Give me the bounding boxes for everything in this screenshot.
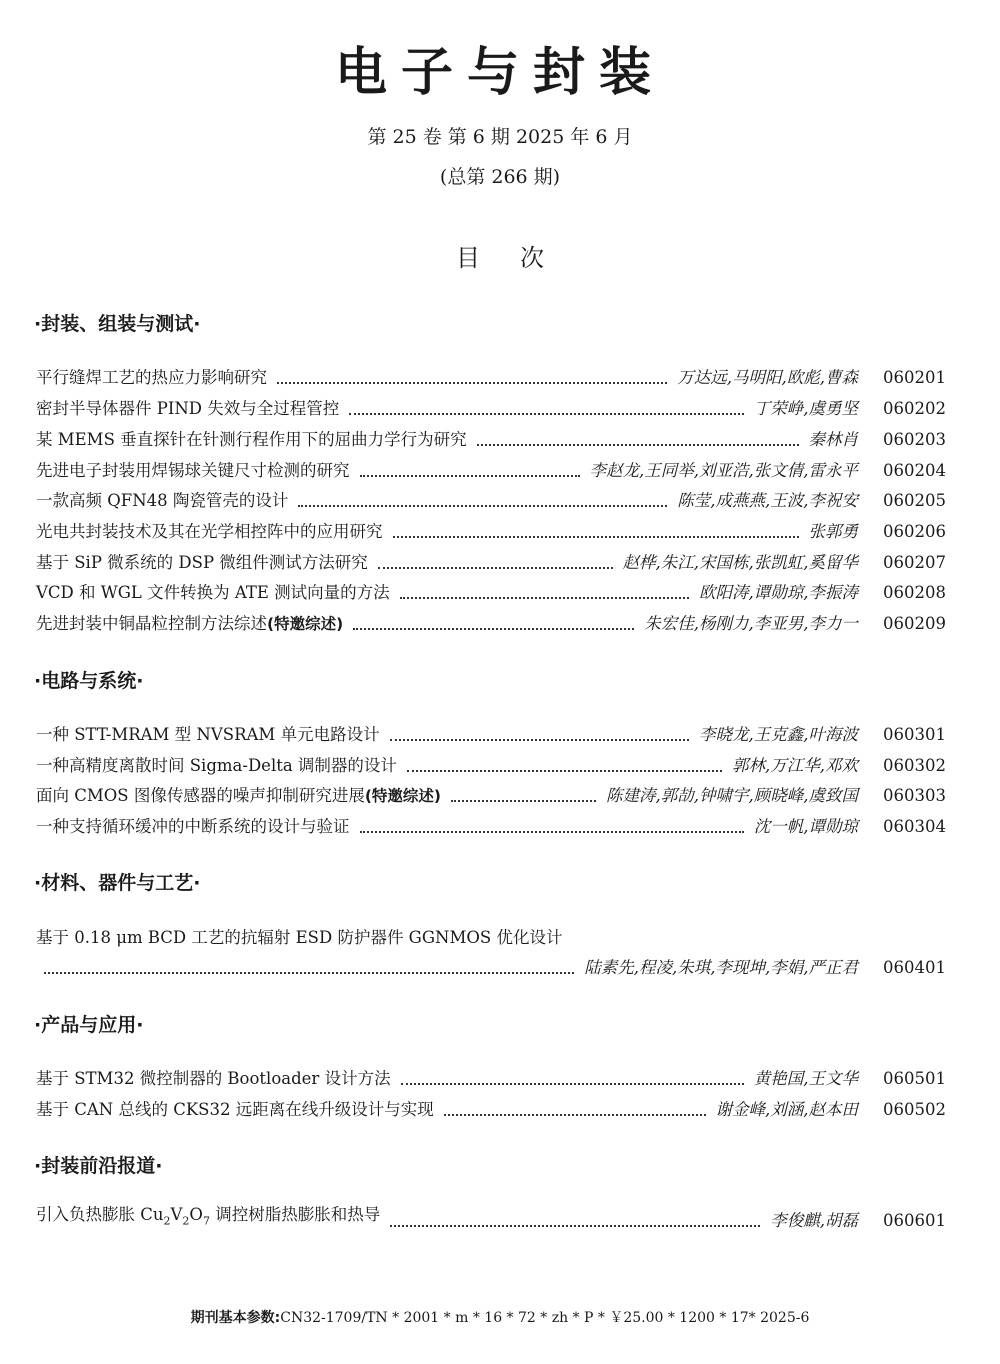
entry-authors: 张郭勇 [808,522,858,541]
contents-title: 目次 [456,244,584,272]
toc-entry[interactable] [36,815,946,839]
dot-leader [477,444,799,446]
entry-authors: 李俊麒,胡磊 [770,1211,858,1230]
entry-code: 060208 [883,583,946,602]
toc-entry[interactable] [36,581,946,605]
toc-entry[interactable] [36,1067,946,1091]
entry-code: 060502 [883,1100,946,1119]
journal-parameters [0,1308,1000,1328]
entry-code: 060202 [883,399,946,418]
dot-leader [400,597,689,599]
section-heading: ·封装、组装与测试· [34,313,201,335]
entry-authors: 欧阳涛,谭勋琼,李振涛 [699,583,858,602]
entry-title: 一款高频 QFN48 陶瓷管壳的设计 [36,491,289,510]
entry-code: 060203 [883,430,946,449]
dot-leader [401,1083,744,1085]
section-heading: ·封装前沿报道· [34,1155,163,1177]
entry-title: 面向 CMOS 图像传感器的噪声抑制研究进展(特邀综述) [36,786,442,805]
entry-code: 060205 [883,491,946,510]
entry-code: 060301 [883,725,946,744]
parameters-value: CN32-1709/TN * 2001 * m * 16 * 72 * zh * P * ￥25.00 * 1200 * 17* 2025-6 [280,1310,810,1326]
entry-title: 密封半导体器件 PIND 失效与全过程管控 [36,399,340,418]
entry-title: 一种 STT-MRAM 型 NVSRAM 单元电路设计 [36,725,380,744]
entry-code: 060303 [883,786,946,805]
entry-title[interactable]: 基于 0.18 μm BCD 工艺的抗辐射 ESD 防护器件 GGNMOS 优化设计 [36,928,563,947]
entry-authors: 沈一帆,谭勋琼 [753,817,858,836]
toc-entry[interactable] [36,428,946,452]
dot-leader [360,475,580,477]
dot-leader [353,628,634,630]
entry-title: 基于 CAN 总线的 CKS32 远距离在线升级设计与实现 [36,1100,434,1119]
entry-code: 060302 [883,756,946,775]
entry-title: 引入负热膨胀 $Cu_2V_2O_7$ 调控树脂热膨胀和热导 [36,1204,381,1227]
total-issue: (总第 266 期) [439,166,561,188]
entry-title: VCD 和 WGL 文件转换为 ATE 测试向量的方法 [36,583,390,602]
dot-leader [277,382,667,384]
entry-title: 先进电子封装用焊锡球关键尺寸检测的研究 [36,461,350,480]
entry-title: 基于 SiP 微系统的 DSP 微组件测试方法研究 [36,553,368,572]
entry-authors: 谢金峰,刘涵,赵本田 [715,1100,858,1119]
toc-entry[interactable] [36,520,946,544]
section-heading: ·产品与应用· [34,1014,144,1036]
entry-authors: 朱宏佳,杨刚力,李亚男,李力一 [644,614,858,633]
toc-entry[interactable] [36,612,946,636]
toc-entry[interactable] [36,956,946,980]
toc-entry[interactable] [36,459,946,483]
entry-title: 光电共封装技术及其在光学相控阵中的应用研究 [36,522,383,541]
dot-leader [393,536,799,538]
invited-review-tag: (特邀综述) [364,787,442,805]
toc-entry[interactable] [36,784,946,808]
entry-title: 平行缝焊工艺的热应力影响研究 [36,368,267,387]
entry-code: 060601 [883,1211,946,1230]
entry-code: 060501 [883,1069,946,1088]
section-heading: ·材料、器件与工艺· [34,872,201,894]
toc-entry[interactable] [36,723,946,747]
entry-code: 060201 [883,368,946,387]
toc-entry[interactable] [36,754,946,778]
entry-authors: 陆素先,程凌,朱琪,李现坤,李娟,严正君 [584,958,858,977]
entry-title: 一种支持循环缓冲的中断系统的设计与验证 [36,817,350,836]
dot-leader [390,739,689,741]
entry-authors: 陈建涛,郭劼,钟啸宇,顾晓峰,虞致国 [606,786,858,805]
entry-title: 一种高精度离散时间 Sigma-Delta 调制器的设计 [36,756,397,775]
entry-code: 060204 [883,461,946,480]
entry-authors: 郭林,万江华,邓欢 [732,756,858,775]
entry-authors: 李赵龙,王同举,刘亚浩,张文倩,雷永平 [589,461,858,480]
entry-title: 基于 STM32 微控制器的 Bootloader 设计方法 [36,1069,391,1088]
entry-authors: 秦林肖 [808,430,858,449]
entry-title: 某 MEMS 垂直探针在针测行程作用下的屈曲力学行为研究 [36,430,467,449]
entry-authors: 丁荣峥,虞勇坚 [753,399,858,418]
toc-entry[interactable] [36,1204,946,1233]
entry-code: 060304 [883,817,946,836]
dot-leader [451,800,596,802]
entry-authors: 赵桦,朱江,宋国栋,张凯虹,奚留华 [622,553,858,572]
toc-entry[interactable] [36,1098,946,1122]
entry-code: 060209 [883,614,946,633]
toc-entry[interactable] [36,489,946,513]
entry-authors: 李晓龙,王克鑫,叶海波 [699,725,858,744]
entry-code: 060207 [883,553,946,572]
toc-entry[interactable] [36,551,946,575]
entry-code: 060401 [883,958,946,977]
dot-leader [349,413,743,415]
parameters-label: 期刊基本参数: [190,1310,281,1326]
entry-authors: 万达远,马明阳,欧彪,曹森 [677,368,858,387]
toc-entry[interactable] [36,397,946,421]
dot-leader [444,1114,706,1116]
entry-authors: 黄艳国,王文华 [753,1069,858,1088]
entry-authors: 陈莹,成燕燕,王波,李祝安 [677,491,858,510]
invited-review-tag: (特邀综述) [267,615,344,633]
toc-entry[interactable] [36,366,946,390]
dot-leader [378,567,613,569]
dot-leader [390,1225,760,1227]
entry-title: 先进封装中铜晶粒控制方法综述(特邀综述) [36,614,344,633]
dot-leader [407,770,722,772]
issue-line: 第 25 卷 第 6 期 2025 年 6 月 [367,126,633,148]
journal-title: 电子与封装 [334,42,665,103]
section-heading: ·电路与系统· [34,670,144,692]
dot-leader [298,505,667,507]
dot-leader [360,831,744,833]
entry-code: 060206 [883,522,946,541]
dot-leader [44,972,574,974]
